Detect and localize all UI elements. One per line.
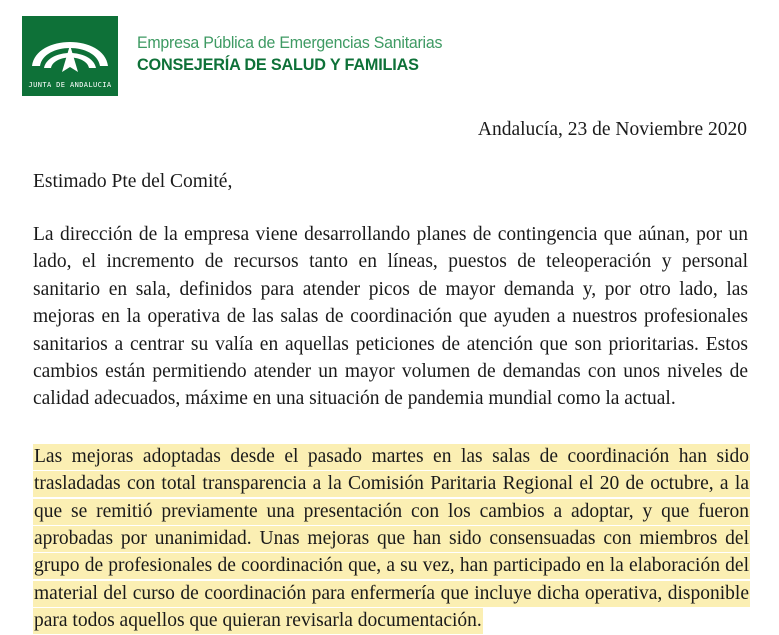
letter-body: [33, 118, 748, 635]
paragraph-1: La dirección de la empresa viene desarrollando planes de contingencia que aúnan, por un lado, el incremento de recursos tanto en líneas, puestos de teleoperación y personal sanitario en sala, definidos para atender picos de mayor demanda y, por otro lado, las mejoras en la operativa de las salas de coordinación que ayuden a nuestros profesionales sanitarios a centrar su valía en aquellas peticiones de atención que son prioritarias. Estos cambios están permitiendo atender un mayor volumen de demandas con unos niveles de calidad adecuados, máxime en una situación de pandemia mundial como la actual.: [33, 224, 748, 410]
junta-de-andalucia-logo: [22, 16, 118, 96]
organization-block: [137, 33, 453, 75]
logo-wordmark: JUNTA DE ANDALUCIA: [28, 80, 112, 89]
date-line: Andalucía, 23 de Noviembre 2020: [477, 119, 747, 140]
department-name: CONSEJERÍA DE SALUD Y FAMILIAS: [137, 55, 419, 74]
letterhead: [0, 0, 779, 112]
andalucia-arcs-icon: [22, 18, 118, 74]
organization-name: Empresa Pública de Emergencias Sanitarias: [137, 34, 443, 52]
paragraph-2-highlighted: [31, 443, 750, 635]
salutation: Estimado Pte del Comité,: [33, 171, 233, 192]
highlighted-text: Las mejoras adoptadas desde el pasado martes en las salas de coordinación han sido trasladadas con total transparencia a la Comisión Paritaria Regional el 20 de octubre, a la que se remitió previamente una presentación con los cambios a adoptar, y que fueron aprobadas por unanimidad. Unas mejoras que han sido consensuadas con miembros del grupo de profesionales de coordinación que, a su vez, han participado en la elaboración del material del curso de coordinación para enfermería que incluye dicha operativa, disponible para todos aquellos que quieran revisarla documentación.: [33, 444, 750, 634]
